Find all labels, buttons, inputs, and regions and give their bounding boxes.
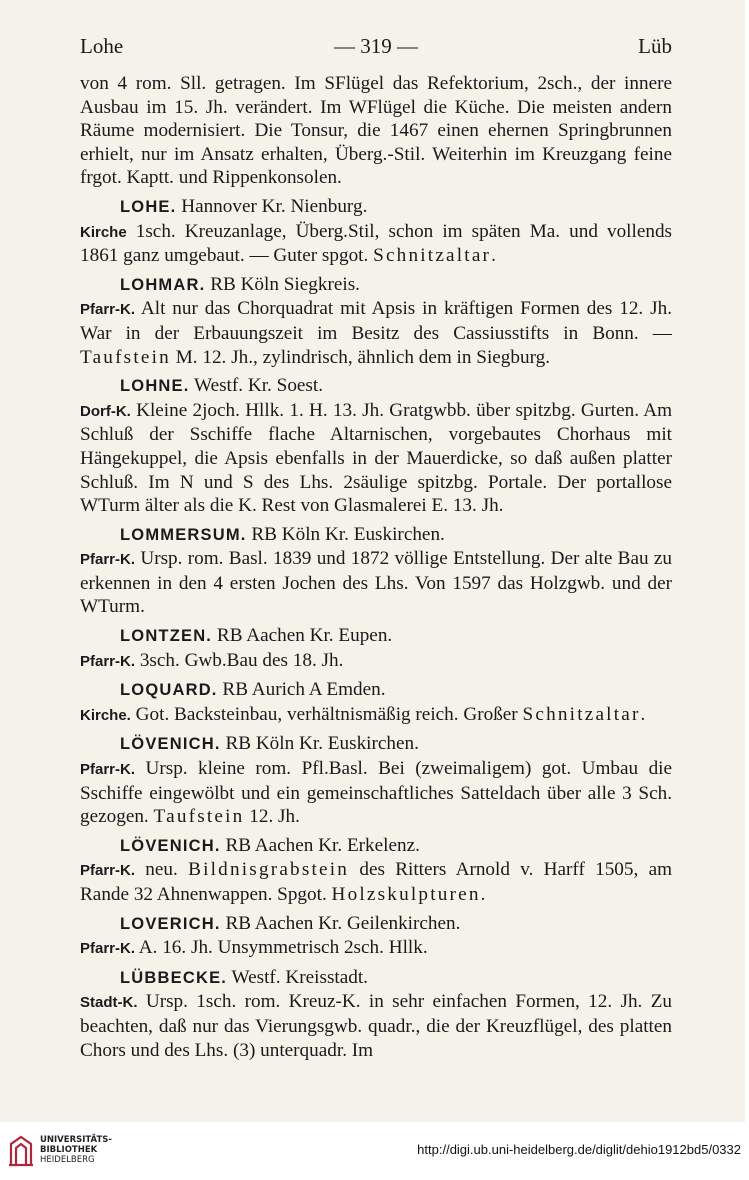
entry-lead: Dorf-K. [80, 402, 131, 420]
spaced-term: Schnitzaltar [522, 703, 641, 725]
spaced-term: Bildnisgrabstein [188, 859, 350, 881]
entry-heading [80, 732, 672, 757]
entry-heading [80, 374, 672, 399]
entry-heading [80, 678, 672, 703]
entry-place: RB Aachen Kr. Geilenkirchen. [225, 912, 461, 934]
entry-text: Pfarr-K. A. 16. Jh. Unsymmetrisch 2sch. Hllk. [80, 937, 428, 959]
entry-place: RB Aachen Kr. Eupen. [216, 625, 393, 647]
entry-place: RB Köln Kr. Euskirchen. [225, 733, 419, 755]
main-text [80, 72, 672, 1062]
running-head-left: Lohe [80, 34, 124, 58]
entry-lead: Pfarr-K. [80, 301, 136, 319]
entry-lead: Pfarr-K. [80, 761, 136, 779]
entry-name: LOHNE. [120, 377, 190, 396]
university-library-logo-icon [8, 1134, 34, 1168]
viewer-footer [0, 1122, 749, 1180]
entry-heading [80, 834, 672, 859]
entry-name: LONTZEN. [120, 627, 213, 646]
entry-text: Pfarr-K. Ursp. rom. Basl. 1839 und 1872 völlige Entstellung. Der alte Bau zu erkennen in den 4 ersten Jochen des Lhs. Von 1597 das Holzgwb. und der WTurm. [80, 548, 673, 618]
entry-lead: Stadt-K. [80, 994, 138, 1012]
entry-name: LÜBBECKE. [120, 968, 228, 987]
entry-place: RB Aachen Kr. Erkelenz. [225, 834, 420, 856]
entry-place: RB Köln Kr. Euskirchen. [251, 523, 445, 545]
entry-lead: Pfarr-K. [80, 940, 136, 958]
entry-heading [80, 912, 672, 937]
spaced-term: Schnitzaltar [373, 245, 492, 267]
entry-name: LÖVENICH. [120, 836, 221, 855]
running-head-right: Lüb [638, 34, 672, 58]
entry-name: LOQUARD. [120, 681, 218, 700]
entry-text: Stadt-K. Ursp. 1sch. rom. Kreuz-K. in sehr einfachen Formen, 12. Jh. Zu beachten, daß nur das Vierungsgwb. quadr., die der Kreuzflügel, des platten Chors und des Lhs. (3) unterquadr. Im [80, 991, 673, 1061]
entry-heading [80, 624, 672, 649]
entry-heading [80, 273, 672, 298]
entry-lead: Pfarr-K. [80, 551, 136, 569]
library-name: UNIVERSITÄTS- BIBLIOTHEK HEIDELBERG [40, 1135, 112, 1165]
entry-heading [80, 523, 672, 548]
entry-place: Westf. Kreisstadt. [231, 966, 368, 988]
entry-heading [80, 966, 672, 991]
running-head [80, 34, 672, 60]
entry-text: Pfarr-K. neu. Bildnisgrabstein des Ritters Arnold v. Harff 1505, am Rande 32 Ahnenwappen. Spgot. Holzskulpturen. [80, 859, 673, 905]
continuation-paragraph: von 4 rom. Sll. getragen. Im SFlügel das Refektorium, 2sch., der innere Ausbau im 15. Jh. verändert. Im WFlügel die Küche. Die meisten andern Räume modernisiert. Die Tonsur, die 1467 einen ehernen Springbrunnen erhielt, nur im Ansatz erhalten, Überg.-Stil. Weiterhin im Kreuzgang feine frgot. Kaptt. und Rippenkonsolen. [80, 73, 672, 189]
entry-lead: Kirche [80, 223, 127, 241]
entry-name: LOMMERSUM. [120, 525, 247, 544]
page-number: — 319 — [334, 34, 418, 58]
entry-name: LOHMAR. [120, 275, 206, 294]
permalink-url[interactable]: http://digi.ub.uni-heidelberg.de/diglit/dehio1912bd5/0332 [417, 1142, 741, 1157]
spaced-term: Taufstein [80, 346, 171, 368]
entry-text: Pfarr-K. 3sch. Gwb.Bau des 18. Jh. [80, 649, 344, 671]
entry-text: Kirche 1sch. Kreuzanlage, Überg.Stil, schon im späten Ma. und vollends 1861 ganz umgebaut. — Guter spgot. Schnitzaltar. [80, 220, 673, 267]
entry-lead: Kirche. [80, 706, 131, 724]
entry-place: Hannover Kr. Nienburg. [181, 195, 368, 217]
entry-lead: Pfarr-K. [80, 652, 136, 670]
entry-name: LOHE. [120, 197, 177, 216]
entry-place: RB Aurich A Emden. [222, 679, 386, 701]
entry-heading [80, 195, 672, 220]
entry-lead: Pfarr-K. [80, 862, 136, 880]
entry-name: LOVERICH. [120, 914, 221, 933]
spaced-term: Taufstein [153, 806, 245, 828]
entry-text: Dorf-K. Kleine 2joch. Hllk. 1. H. 13. Jh. Gratgwbb. über spitzbg. Gurten. Am Schluß der Sschiffe flache Altarnischen, vorgebautes Chorhaus mit Hängekuppel, die Apsis ebenfalls in der Mauerdicke, so daß außen platter Schluß. Im N und S des Lhs. 2säulige spitzbg. Portale. Der portallose WTurm älter als die K. Rest von Glasmalerei E. 13. Jh. [80, 399, 672, 517]
entry-text: Pfarr-K. Ursp. kleine rom. Pfl.Basl. Bei (zweimaligem) got. Umbau die Sschiffe eingewölbt und ein gemeinschaftliches Satteldach über alle 3 Sch. gezogen. Taufstein 12. Jh. [80, 758, 673, 828]
entry-text: Kirche. Got. Backsteinbau, verhältnismäßig reich. Großer Schnitzaltar. [80, 703, 646, 725]
entry-text: Pfarr-K. Alt nur das Chorquadrat mit Apsis in kräftigen Formen des 12. Jh. War in der Erbauungszeit im Besitz des Cassiusstifts in Bonn. — Taufstein M. 12. Jh., zylindrisch, ähnlich dem in Siegburg. [80, 298, 672, 368]
entry-place: RB Köln Siegkreis. [210, 273, 360, 295]
spaced-term: Holzskulpturen [331, 884, 481, 905]
entry-name: LÖVENICH. [120, 735, 221, 754]
entry-place: Westf. Kr. Soest. [194, 375, 324, 397]
